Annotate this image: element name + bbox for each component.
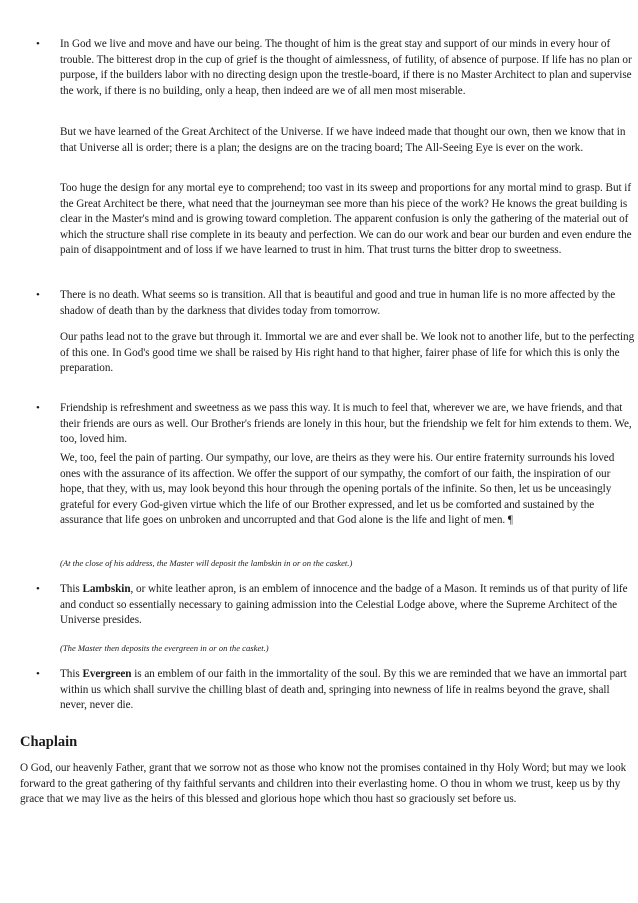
paragraph: Too huge the design for any mortal eye to comprehend; too vast in its sweep and proportions for any mortal mind to grasp. But if the Great Architect be there, what need that the journeyman see more than his piece of the work? He knows the great building is clear in the Master's mind and is growing toward completion. The apparent confusion is only the gathering of the material out of which the structure shall rise complete in its beauty and perfection. We can do our work and bear our burden and even endure the pain of disappointment and of loss if we have learned to trust in him. That trust turns the bitter drop to sweetness. [60,182,632,257]
emphasis-lambskin: Lambskin [82,583,131,595]
list-item-friendship [36,401,635,448]
emphasis-evergreen: Evergreen [82,668,132,680]
paragraph: In God we live and move and have our being. The thought of him is the great stay and support of our minds in every hour of trouble. The bitterest drop in the cup of grief is the thought of aimlessness, of futility, of absence of purpose. If life has no plan or purpose, if the builders labor with no directing design upon the trestle-board, if there is no Master Architect to plan and supervise the work, if there is no building, only a heap, then indeed are we of all men most miserable. [60,38,632,97]
paragraph: Our paths lead not to the grave but through it. Immortal we are and ever shall be. We look not to another life, but to the perfecting of this one. In God's good time we shall be raised by His right hand to that higher, fairer phase of life for which this is only the preparation. [60,331,635,375]
stage-direction: (At the close of his address, the Master will deposit the lambskin in or on the casket.) [60,558,353,568]
list-item-lambskin [36,582,635,629]
body-text: is an emblem of our faith in the immortality of the soul. By this we are reminded that we have an immortal part within us which shall survive the chilling blast of death and, springing into newness of life in realms beyond the grave, shall never, never die. [60,668,627,712]
paragraph [60,667,635,714]
prayer-paragraph: O God, our heavenly Father, grant that we sorrow not as those who know not the promises contained in thy Holy Word; but may we look forward to the great gathering of thy faithful servants and children into their everlasting home. O thou in whom we trust, keep us by thy grace that we may live as the heirs of this blessed and glorious hope which thou hast so graciously set before us. [20,762,627,806]
bullet-marker: • [36,402,40,414]
list-item-god [36,37,635,99]
paragraph: There is no death. What seems so is transition. All that is beautiful and good and true in human life is no more affected by the shadow of death than by the darkness that divides today from tomorrow. [60,289,616,317]
paragraph: We, too, feel the pain of parting. Our sympathy, our love, are theirs as they were his. Our entire fraternity surrounds his loved ones with the assurance of its affection. We offer the support of our sympathy, the comfort of our faith, the inspiration of our hope, that they, with us, may look beyond this hour through the opening portals of the infinite. So then, let us be unceasingly grateful for every God-given virtue which the life of our Brother expressed, and let us be comforted and sustained by the assurance that life goes on unbroken and uncorrupted and that God alone is the life and light of men. ¶ [60,452,615,527]
paragraph: But we have learned of the Great Architect of the Universe. If we have indeed made that thought our own, then we know that in that Universe all is order; there is a plan; the designs are on the tracing board; The All-Seeing Eye is ever on the work. [60,126,626,154]
list-item-evergreen [36,667,635,714]
lead-text: This [60,668,83,680]
bullet-marker: • [36,668,40,680]
list-item-death [36,288,635,319]
stage-direction: (The Master then deposits the evergreen in or on the casket.) [60,643,269,653]
paragraph: Friendship is refreshment and sweetness as we pass this way. It is much to feel that, wherever we are, we have friends, and that their friends are ours as well. Our Brother's friends are lonely in this hour, but the friendship we felt for him extends to them. We, too, loved him. [60,402,632,446]
section-heading: Chaplain [20,734,78,750]
body-text: , or white leather apron, is an emblem of innocence and the badge of a Mason. It reminds us of that purity of life and conduct so essentially necessary to gaining admission into the Celestial Lodge above, where the Supreme Architect of the Universe presides. [60,583,628,627]
bullet-marker: • [36,583,40,595]
bullet-marker: • [36,38,40,50]
bullet-marker: • [36,289,40,301]
lead-text: This [60,583,83,595]
paragraph [60,582,635,629]
